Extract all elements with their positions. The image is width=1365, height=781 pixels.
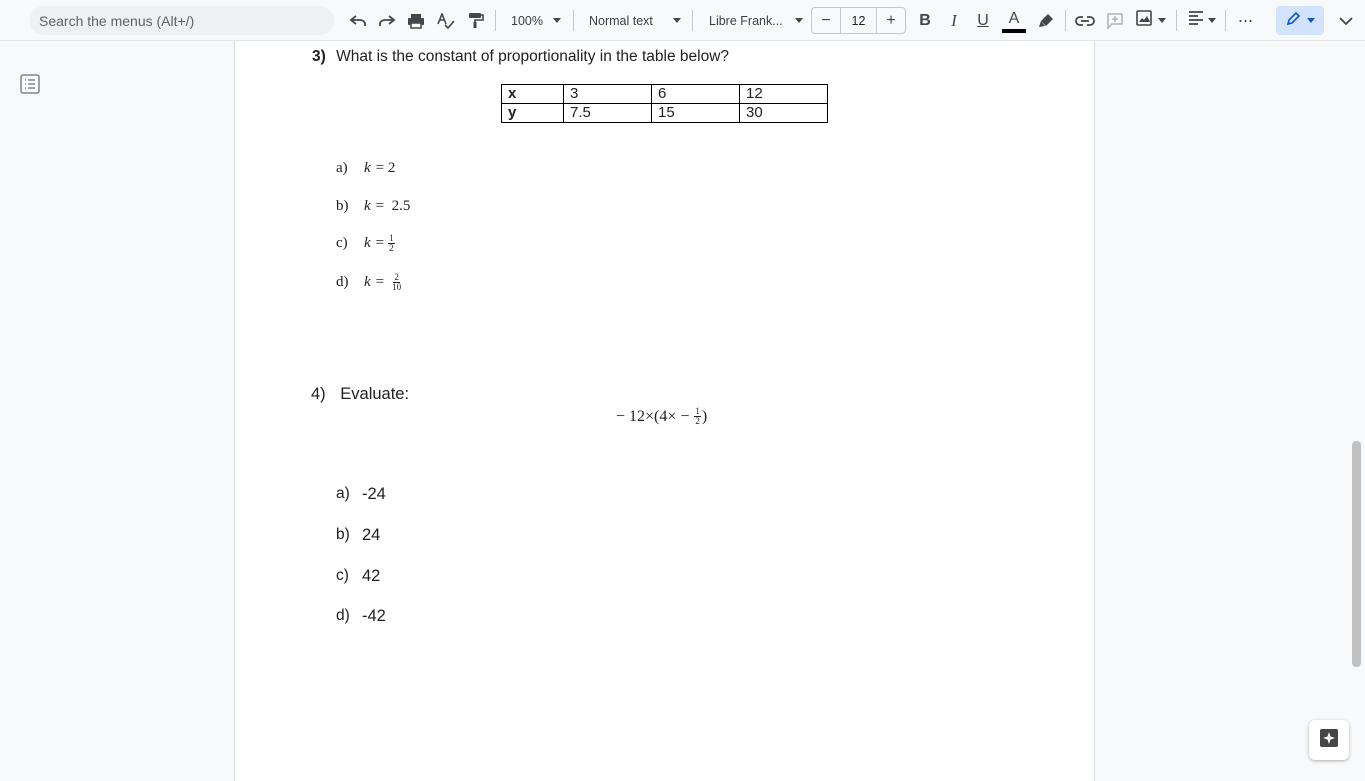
table-cell: 3 [564,85,652,104]
edit-mode-icon [1286,11,1301,31]
option-label: b) [336,526,350,543]
chevron-down-icon [795,18,803,23]
font-size-control [811,7,906,34]
option-value: 24 [362,526,381,544]
q4-option-c [336,567,380,586]
option-expression: = 2.5 [375,198,411,214]
fraction-numerator: 1 [389,233,394,243]
align-button[interactable] [1186,0,1218,41]
fraction-denominator: 10 [392,282,402,292]
question-3-heading [312,48,729,66]
insert-image-button[interactable] [1133,0,1169,41]
fraction-denominator: 2 [389,243,394,253]
fraction-denominator: 2 [695,416,700,426]
option-label: a) [336,485,350,502]
separator [573,10,574,31]
vertical-scrollbar[interactable] [1352,441,1361,667]
proportionality-table [501,84,828,123]
comment-icon [1102,7,1128,35]
chevron-down-icon [673,18,681,23]
table-cell: x [502,85,564,104]
separator [1176,10,1177,31]
more-icon: ··· [1237,10,1253,30]
question-number: 3) [312,48,326,65]
table-cell: 7.5 [564,104,652,123]
decrease-font-size-button[interactable]: − [821,11,831,29]
option-expression: = [375,235,385,251]
option-label: d) [336,274,349,290]
explore-icon [1319,728,1339,753]
highlight-icon [1033,7,1059,35]
expression-prefix: − 12×(4× − [616,407,690,425]
q4-option-a [336,485,386,504]
paint-format-icon [463,7,489,35]
chevron-down-icon [1307,18,1315,23]
insert-link-button[interactable] [1072,0,1098,41]
document-outline-icon[interactable] [20,74,40,94]
image-icon [1136,10,1152,31]
table-cell: y [502,104,564,123]
q4-option-d [336,607,386,626]
style-select[interactable] [583,0,685,41]
question-4-heading [311,385,409,404]
option-value: -42 [362,607,386,625]
bold-button[interactable] [912,0,938,41]
q3-option-c [336,234,395,253]
question-text: Evaluate: [340,385,410,403]
chevron-down-icon [1208,18,1216,23]
font-value: Libre Frank... [709,13,783,28]
option-label: c) [336,567,349,584]
italic-icon: I [951,10,957,30]
q4-option-b [336,526,380,545]
separator [692,10,693,31]
expression-fraction [694,407,701,426]
evaluate-expression [616,407,707,426]
option-variable: k [364,198,371,214]
undo-icon [345,7,371,35]
search-menus-input[interactable] [30,6,334,35]
table-cell: 12 [740,85,828,104]
table-cell: 15 [652,104,740,123]
align-icon [1188,11,1204,30]
chevron-down-icon [1158,18,1166,23]
option-value: 42 [362,567,381,585]
font-size-input[interactable]: 12 [840,8,877,33]
table-row [502,104,828,123]
chevron-down-icon [553,18,561,23]
q3-option-d [336,273,401,292]
option-label: a) [336,160,348,176]
undo-button[interactable] [345,0,371,41]
document-page[interactable] [234,41,1095,781]
font-select[interactable] [702,0,804,41]
option-variable: k [364,160,371,176]
zoom-value: 100% [511,13,543,28]
zoom-select[interactable] [505,0,567,41]
option-variable: k [364,235,371,251]
separator [495,10,496,31]
bold-icon: B [919,11,931,29]
option-variable: k [364,274,371,290]
explore-button[interactable] [1309,720,1349,760]
text-color-button[interactable] [1001,0,1027,41]
table-cell: 6 [652,85,740,104]
increase-font-size-button[interactable]: + [886,11,896,29]
add-comment-button[interactable] [1102,0,1128,41]
text-color-swatch [1002,29,1026,33]
highlight-button[interactable] [1033,0,1059,41]
separator [1225,10,1226,31]
question-number: 4) [311,385,326,403]
question-text: What is the constant of proportionality in the table below? [336,48,730,65]
table-row [502,85,828,104]
redo-button[interactable] [374,0,400,41]
print-icon [403,7,429,35]
separator [1065,10,1066,31]
edit-mode-button[interactable] [1276,6,1324,35]
spellcheck-icon [433,7,459,35]
more-button[interactable] [1232,0,1258,41]
text-color-icon: A [1008,9,1020,27]
option-label: d) [336,607,350,624]
q3-option-b [336,198,410,215]
table-cell: 30 [740,104,828,123]
option-label: b) [336,198,349,214]
fraction-numerator: 1 [695,406,700,416]
toolbar [0,0,1365,41]
q3-option-a [336,160,395,177]
option-value: -24 [362,485,386,503]
expression-suffix: ) [701,407,708,425]
print-button[interactable] [403,0,429,41]
option-expression: = [375,274,385,290]
collapse-menus-button[interactable] [1333,0,1359,41]
spellcheck-button[interactable] [433,0,459,41]
link-icon [1072,7,1098,35]
option-label: c) [336,235,348,251]
paint-format-button[interactable] [463,0,489,41]
style-value: Normal text [589,13,653,28]
underline-icon: U [977,11,989,29]
option-fraction [392,273,401,292]
option-fraction [388,234,395,253]
underline-button[interactable] [970,0,996,41]
collapse-icon [1333,7,1359,35]
italic-button[interactable] [941,0,967,41]
redo-icon [374,7,400,35]
option-expression: = 2 [375,160,396,176]
fraction-numerator: 2 [394,272,399,282]
